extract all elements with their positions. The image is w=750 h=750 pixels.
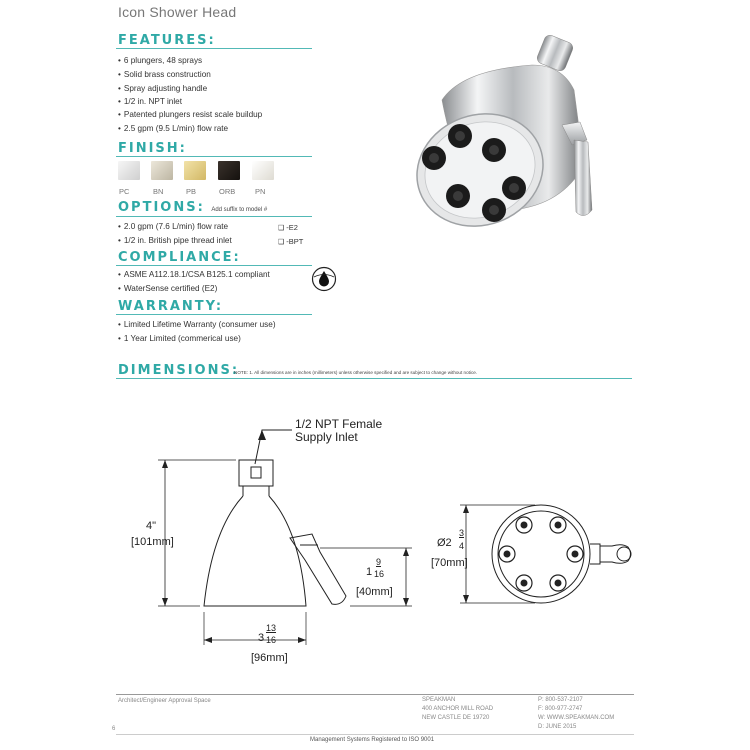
inlet-label-line2: Supply Inlet [295, 430, 358, 444]
feature-item: • Patented plungers resist scale buildup [118, 110, 262, 119]
handle-mm: [40mm] [356, 586, 393, 598]
face-numerator: 3 [459, 528, 465, 538]
warranty-heading: WARRANTY: [118, 299, 224, 314]
inlet-label-line1: 1/2 NPT Female [295, 417, 383, 431]
option-item: • 2.0 gpm (7.6 L/min) flow rate [118, 222, 228, 231]
feature-item: • 6 plungers, 48 sprays [118, 56, 202, 65]
width-denominator: 16 [266, 635, 277, 645]
address-line2: NEW CASTLE DE 19720 [422, 715, 490, 721]
face-diameter: Ø2 [437, 537, 452, 549]
handle-whole: 1 [366, 566, 373, 578]
fax: F: 800-977-2747 [538, 706, 583, 712]
page-title: Icon Shower Head [118, 4, 237, 20]
options-heading-text: OPTIONS: [118, 200, 205, 215]
width-mm: [96mm] [251, 652, 288, 664]
compliance-item: • ASME A112.18.1/CSA B125.1 compliant [118, 270, 270, 279]
finish-code: ORB [219, 187, 236, 196]
dimensions-heading: DIMENSIONS: [118, 363, 240, 378]
option-suffix: ❑ -E2 [278, 223, 298, 232]
finish-heading: FINISH: [118, 141, 187, 156]
finish-code: BN [153, 187, 164, 196]
page-number: 6 [112, 726, 116, 732]
feature-item: • Solid brass construction [118, 70, 211, 79]
feature-item: • 1/2 in. NPT inlet [118, 97, 182, 106]
features-heading: FEATURES: [118, 33, 216, 48]
face-mm: [70mm] [431, 557, 468, 569]
width-whole: 3 [258, 632, 265, 644]
footer-rule [116, 694, 634, 695]
iso-registration: Management Systems Registered to ISO 9001 [310, 737, 435, 743]
handle-denominator: 16 [374, 569, 385, 579]
face-denominator: 4 [459, 541, 465, 551]
website: W: WWW.SPEAKMAN.COM [538, 715, 615, 721]
finish-code: PN [255, 187, 266, 196]
phone: P: 800-537-2107 [538, 697, 583, 703]
option-suffix: ❑ -BPT [278, 237, 303, 246]
company-name: SPEAKMAN [422, 697, 456, 703]
footer-bottom-rule [116, 734, 634, 735]
finish-code: PB [186, 187, 197, 196]
height-inches: 4" [146, 520, 157, 532]
dimensions-note: NOTE: 1. All dimensions are in inches (millimeters) unless otherwise specified and are subject to change without notice. [234, 370, 478, 375]
option-item: • 1/2 in. British pipe thread inlet [118, 236, 232, 245]
compliance-heading: COMPLIANCE: [118, 250, 241, 265]
date: D: JUNE 2015 [538, 724, 577, 730]
warranty-item: • 1 Year Limited (commerical use) [118, 334, 241, 343]
warranty-item: • Limited Lifetime Warranty (consumer use) [118, 320, 276, 329]
address-line1: 400 ANCHOR MILL ROAD [422, 706, 494, 712]
handle-numerator: 9 [376, 557, 382, 567]
feature-item: • Spray adjusting handle [118, 84, 207, 93]
finish-code: PC [119, 187, 130, 196]
options-subtitle: Add suffix to model # [211, 207, 268, 213]
width-numerator: 13 [266, 623, 277, 633]
approval-space: Architect/Engineer Approval Space [118, 698, 211, 704]
height-mm: [101mm] [131, 536, 174, 548]
feature-item: • 2.5 gpm (9.5 L/min) flow rate [118, 124, 228, 133]
compliance-item: • WaterSense certified (E2) [118, 284, 217, 293]
